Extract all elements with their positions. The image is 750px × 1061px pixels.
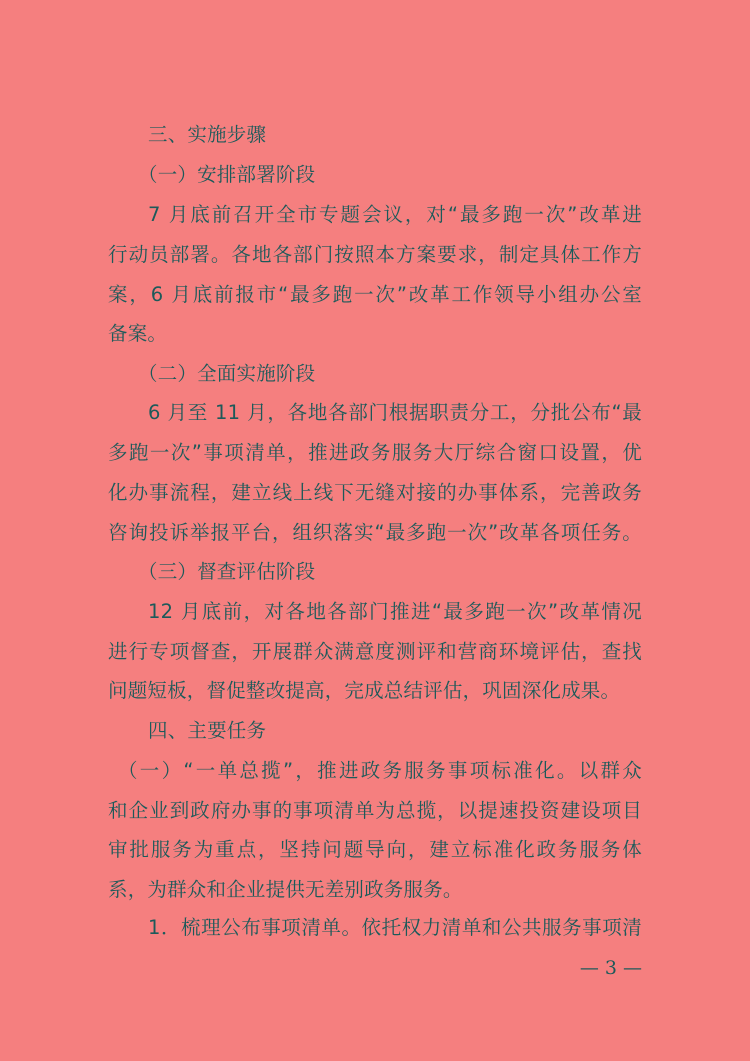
paragraph-line: 6 月至 11 月，各地各部门根据职责分工，分批公布“最 <box>148 401 642 424</box>
paragraph-line: 问题短板，督促整改提高，完成总结评估，巩固深化成果。 <box>108 679 621 702</box>
paragraph-line: 进行专项督查，开展群众满意度测评和营商环境评估，查找 <box>108 640 642 663</box>
paragraph-line: 咨询投诉举报平台，组织落实“最多跑一次”改革各项任务。 <box>108 521 642 544</box>
paragraph-line: 化办事流程，建立线上线下无缝对接的办事体系，完善政务 <box>108 481 642 504</box>
paragraph-line: 备案。 <box>108 322 168 345</box>
section-heading-main-tasks: 四、主要任务 <box>148 719 267 742</box>
paragraph-line: 和企业到政府办事的事项清单为总揽，以提速投资建设项目 <box>108 799 642 822</box>
subheading-inspection-phase: （三）督查评估阶段 <box>138 560 316 583</box>
subheading-full-implementation-phase: （二）全面实施阶段 <box>138 362 316 385</box>
paragraph-line: 1．梳理公布事项清单。依托权力清单和公共服务事项清 <box>148 916 642 939</box>
paragraph-line: 案，6 月底前报市“最多跑一次”改革工作领导小组办公室 <box>108 283 642 306</box>
section-heading-implementation-steps: 三、实施步骤 <box>148 123 267 146</box>
page-number: — 3 — <box>579 957 642 979</box>
paragraph-line: （一）“一单总揽”，推进政务服务事项标准化。以群众 <box>118 759 642 782</box>
paragraph-line: 12 月底前，对各地各部门推进“最多跑一次”改革情况 <box>148 600 642 623</box>
paragraph-line: 多跑一次”事项清单，推进政务服务大厅综合窗口设置，优 <box>108 441 642 464</box>
paragraph-line: 审批服务为重点，坚持问题导向，建立标准化政务服务体 <box>108 838 642 861</box>
paragraph-line: 行动员部署。各地各部门按照本方案要求，制定具体工作方 <box>108 243 642 266</box>
paragraph-line: 系，为群众和企业提供无差别政务服务。 <box>108 878 463 901</box>
subheading-deployment-phase: （一）安排部署阶段 <box>138 163 316 186</box>
paragraph-line: 7 月底前召开全市专题会议，对“最多跑一次”改革进 <box>148 203 642 226</box>
